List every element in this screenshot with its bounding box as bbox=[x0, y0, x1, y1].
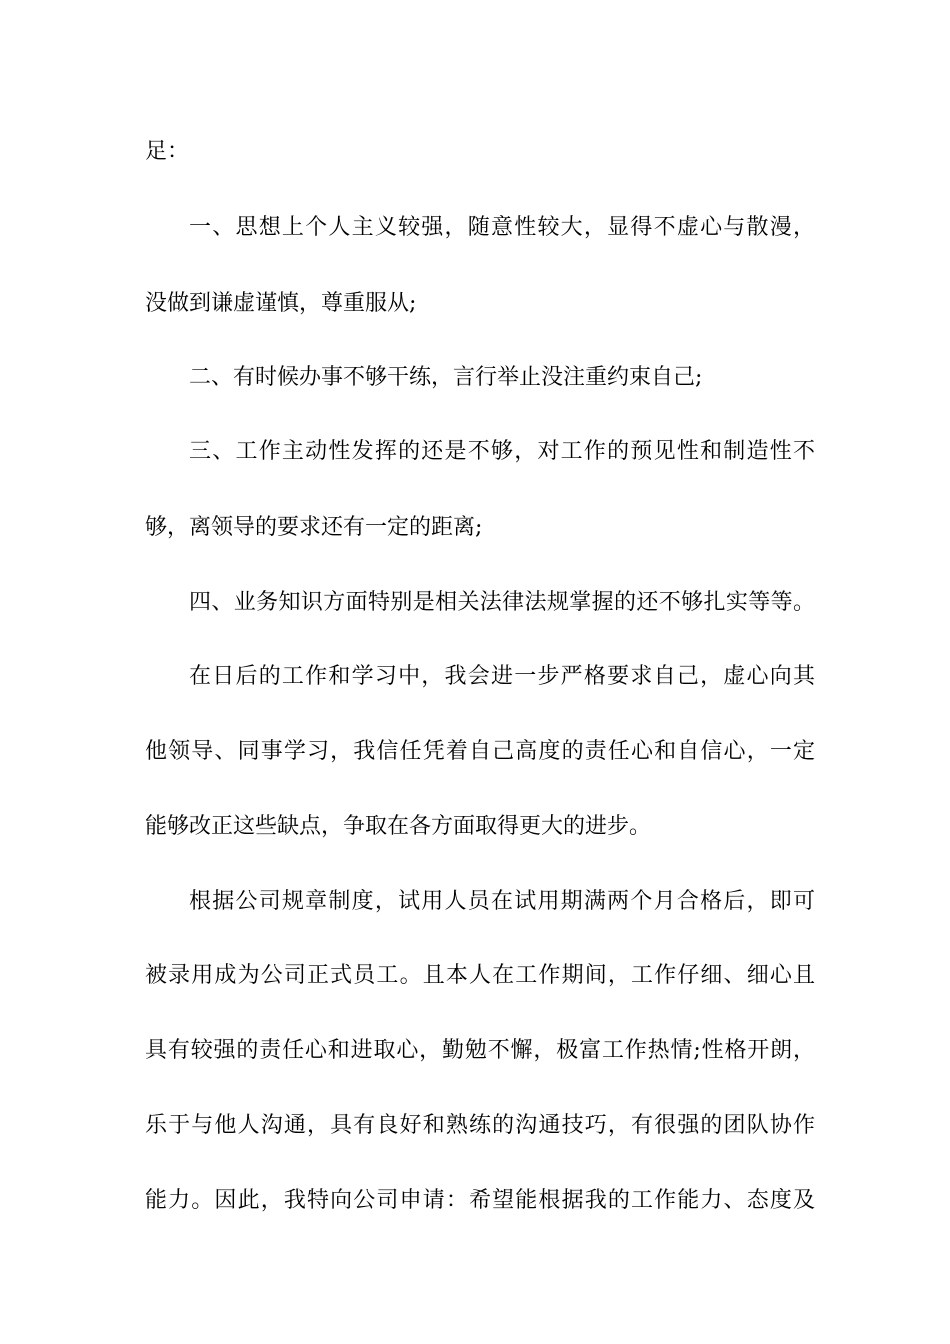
text-line: 一、思想上个人主义较强，随意性较大，显得不虚心与散漫， bbox=[189, 215, 815, 240]
text-line: 够，离领导的要求还有一定的距离; bbox=[145, 515, 483, 540]
text-line: 乐于与他人沟通，具有良好和熟练的沟通技巧，有很强的团队协作 bbox=[145, 1113, 815, 1138]
text-line: 三、工作主动性发挥的还是不够，对工作的预见性和制造性不 bbox=[189, 439, 815, 464]
text-line: 具有较强的责任心和进取心，勤勉不懈，极富工作热情;性格开朗， bbox=[145, 1038, 815, 1063]
text-line: 根据公司规章制度，试用人员在试用期满两个月合格后，即可 bbox=[189, 889, 815, 914]
text-line: 四、业务知识方面特别是相关法律法规掌握的还不够扎实等等。 bbox=[189, 590, 815, 615]
text-line: 被录用成为公司正式员工。且本人在工作期间，工作仔细、细心且 bbox=[145, 963, 815, 988]
text-line: 他领导、同事学习，我信任凭着自己高度的责任心和自信心，一定 bbox=[145, 739, 815, 764]
text-line: 能够改正这些缺点，争取在各方面取得更大的进步。 bbox=[145, 814, 652, 839]
text-line: 二、有时候办事不够干练，言行举止没注重约束自己; bbox=[189, 365, 703, 390]
text-line: 在日后的工作和学习中，我会进一步严格要求自己，虚心向其 bbox=[189, 664, 815, 689]
text-line: 能力。因此，我特向公司申请：希望能根据我的工作能力、态度及 bbox=[145, 1188, 815, 1213]
text-line: 足： bbox=[145, 139, 190, 164]
text-line: 没做到谦虚谨慎，尊重服从; bbox=[145, 291, 417, 316]
